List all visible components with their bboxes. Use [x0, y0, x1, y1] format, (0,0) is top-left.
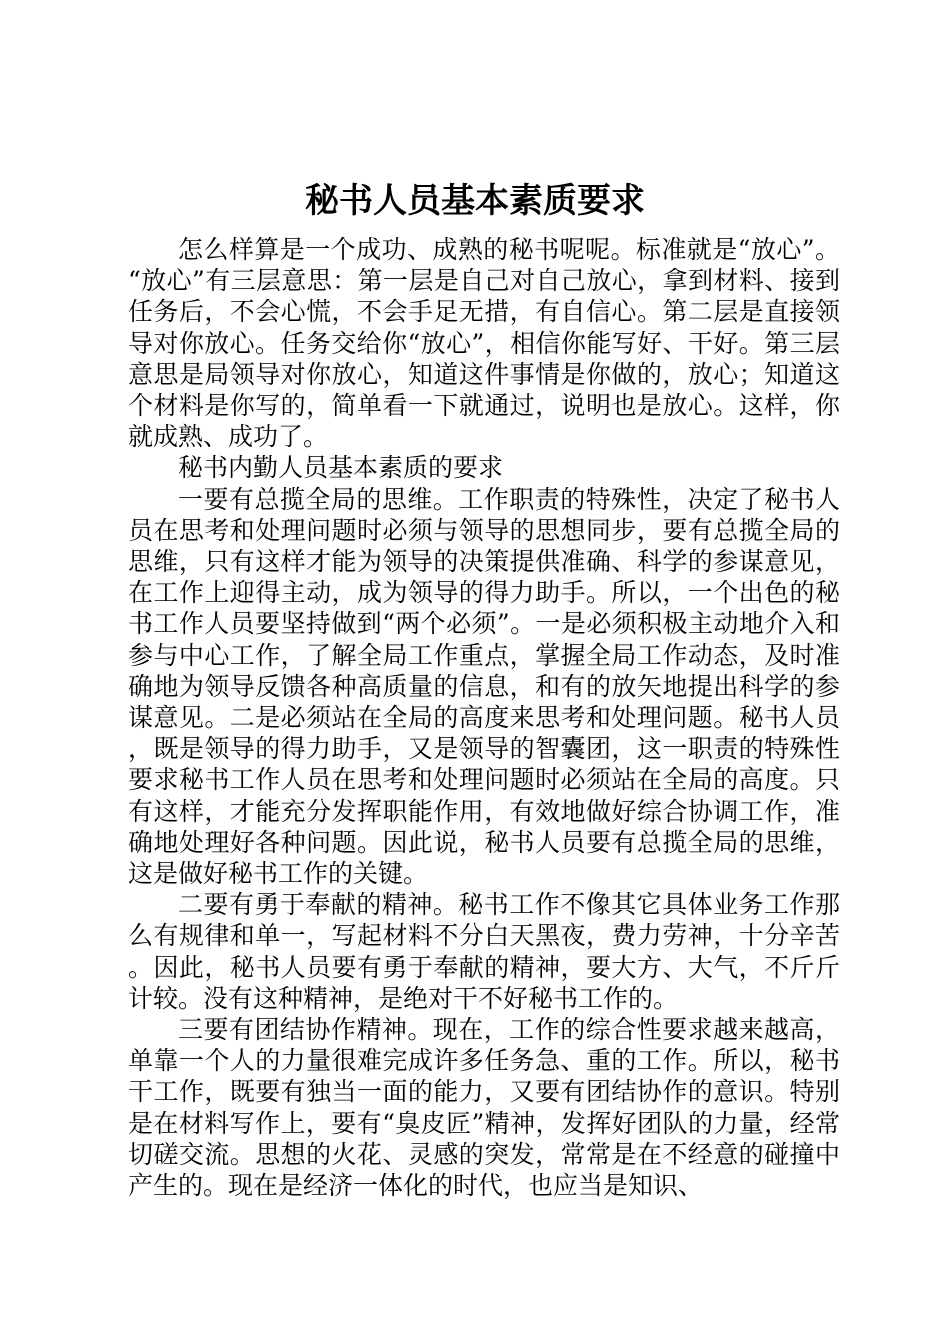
paragraph-point-three: 三要有团结协作精神。现在，工作的综合性要求越来越高，单靠一个人的力量很难完成许多任务急、重的工作。所以，秘书干工作，既要有独当一面的能力，又要有团结协作的意识。特别是在材料写作上，要有“臭皮匠”精神，发挥好团队的力量，经常切磋交流。思想的火花、灵感的突发，常常是在不经意的碰撞中产生的。现在是经济一体化的时代，也应当是知识、 [128, 1015, 840, 1201]
document-body [128, 234, 840, 1201]
page-title: 秘书人员基本素质要求 [305, 181, 645, 221]
paragraph-point-one: 一要有总揽全局的思维。工作职责的特殊性，决定了秘书人员在思考和处理问题时必须与领导的思想同步，要有总揽全局的思维，只有这样才能为领导的决策提供准确、科学的参谋意见，在工作上迎得主动，成为领导的得力助手。所以，一个出色的秘书工作人员要坚持做到“两个必须”。一是必须积极主动地介入和参与中心工作，了解全局工作重点，掌握全局工作动态，及时准确地为领导反馈各种高质量的信息，和有的放矢地提出科学的参谋意见。二是必须站在全局的高度来思考和处理问题。秘书人员，既是领导的得力助手，又是领导的智囊团，这一职责的特殊性要求秘书工作人员在思考和处理问题时必须站在全局的高度。只有这样，才能充分发挥职能作用，有效地做好综合协调工作，准确地处理好各种问题。因此说，秘书人员要有总揽全局的思维，这是做好秘书工作的关键。 [128, 484, 840, 889]
paragraph-intro: 怎么样算是一个成功、成熟的秘书呢呢。标准就是“放心”。“放心”有三层意思：第一层是自己对自己放心，拿到材料、接到任务后，不会心慌，不会手足无措，有自信心。第二层是直接领导对你放心。任务交给你“放心”，相信你能写好、干好。第三层意思是局领导对你放心，知道这件事情是你做的，放心；知道这个材料是你写的，简单看一下就通过，说明也是放心。这样，你就成熟、成功了。 [128, 235, 840, 452]
paragraph-point-two: 二要有勇于奉献的精神。秘书工作不像其它具体业务工作那么有规律和单一，写起材料不分白天黑夜，费力劳神，十分辛苦。因此，秘书人员要有勇于奉献的精神，要大方、大气，不斤斤计较。没有这种精神，是绝对干不好秘书工作的。 [128, 890, 840, 1013]
section-subheading: 秘书内勤人员基本素质的要求 [178, 453, 504, 483]
